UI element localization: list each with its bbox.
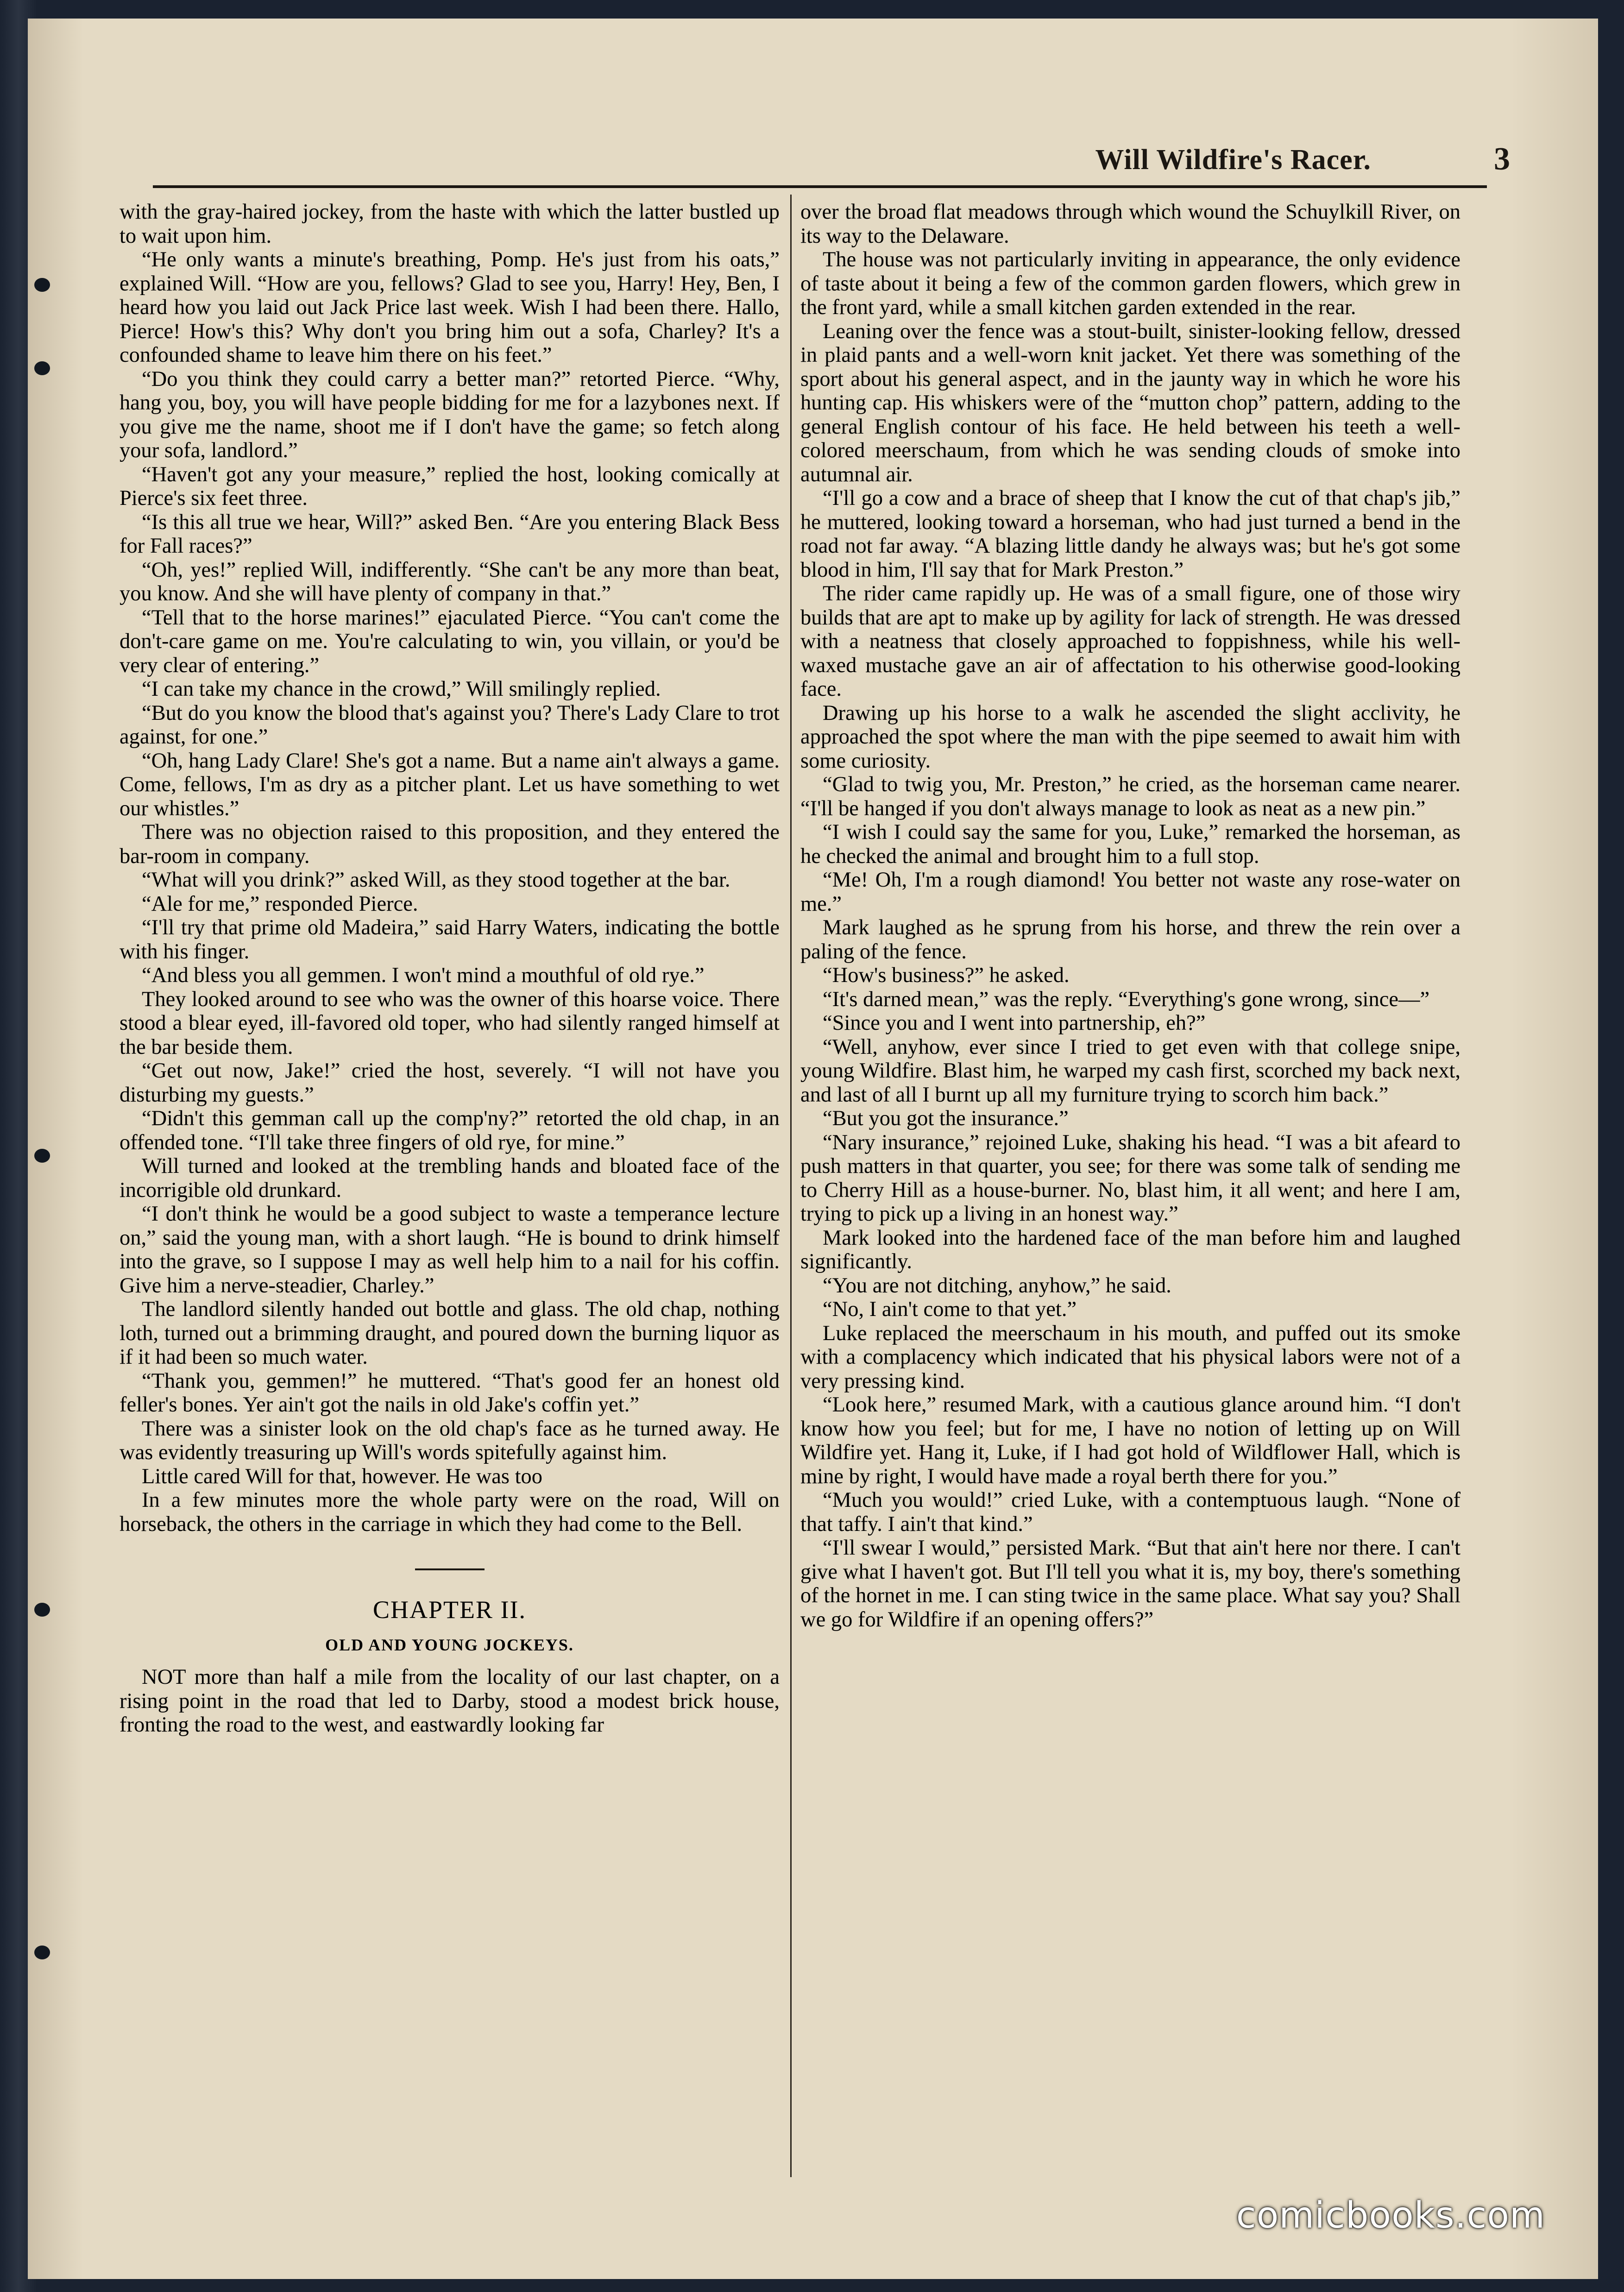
paragraph: The rider came rapidly up. He was of a small figure, one of those wiry builds that are apt to make up by agility for lack of strength. He was dressed with a neatness that closely approached to foppishness, while his well-waxed mustache gave an air of affectation to his otherwise good-looking face. — [800, 582, 1460, 701]
paragraph: “It's darned mean,” was the reply. “Everything's gone wrong, since—” — [823, 987, 1430, 1011]
paragraph: “I'll try that prime old Madeira,” said Harry Waters, indicating the bottle with his finger. — [120, 916, 780, 963]
paragraph: “No, I ain't come to that yet.” — [823, 1297, 1077, 1321]
paragraph: “But do you know the blood that's against you? There's Lady Clare to trot against, for one.” — [120, 701, 780, 749]
paragraph: “And bless you all gemmen. I won't mind a mouthful of old rye.” — [142, 963, 705, 987]
paragraph: “Get out now, Jake!” cried the host, severely. “I will not have you disturbing my guests.” — [120, 1059, 780, 1107]
paragraph: “How's business?” he asked. — [823, 963, 1070, 987]
right-column — [800, 200, 1460, 2169]
header-rule — [153, 185, 1487, 188]
paragraph: “I don't think he would be a good subject to waste a temperance lecture on,” said the young man, with a short laugh. “He is bound to drink himself into the grave, so I suppose I may as well help him to a nail for his coffin. Give him a nerve-steadier, Charley.” — [120, 1202, 780, 1297]
paragraph: “Nary insurance,” rejoined Luke, shaking his head. “I was a bit afeard to push matters in that quarter, you see; for there was some talk of sending me to Cherry Hill as a house-burner. No, blast him, it all went; and here I am, trying to pick up a living in an honest way.” — [800, 1130, 1460, 1226]
paragraph: “Oh, hang Lady Clare! She's got a name. But a name ain't always a game. Come, fellows, I'm as dry as a pitcher plant. Let us have something to wet our whistles.” — [120, 749, 780, 820]
paragraph: Leaning over the fence was a stout-built, sinister-looking fellow, dressed in plaid pants and a well-worn knit jacket. Yet there was something of the sport about his general aspect, and in the jaunty way in which he wore his hunting cap. His whiskers were of the “mutton chop” pattern, adding to the general English contour of his face. He held between his teeth a well-colored meerschaum, from which he was sending clouds of smoke into autumnal air. — [800, 319, 1460, 486]
paragraph: “Me! Oh, I'm a rough diamond! You better not waste any rose-water on me.” — [800, 868, 1460, 916]
paragraph: “What will you drink?” asked Will, as they stood together at the bar. — [142, 868, 730, 892]
page-number: 3 — [1494, 141, 1510, 177]
paragraph: “Look here,” resumed Mark, with a cautious glance around him. “I don't know how you feel; but for me, I have no notion of letting up on Will Wildfire yet. Hang it, Luke, if I had got hold of Wildflower Hall, which is mine by right, I would have made a royal berth there for you.” — [800, 1393, 1460, 1488]
chapter-rule — [415, 1568, 485, 1570]
paragraph: Little cared Will for that, however. He was too — [142, 1464, 542, 1488]
paragraph: The house was not particularly inviting in appearance, the only evidence of taste about it being a few of the common garden flowers, which grew in the front yard, while a small kitchen garden extended in the rear. — [800, 248, 1460, 319]
chapter-heading: CHAPTER II. — [373, 1596, 526, 1624]
paragraph: Luke replaced the meerschaum in his mouth, and puffed out its smoke with a complacency which indicated that his physical labors were not of a very pressing kind. — [800, 1321, 1460, 1393]
paragraph: “He only wants a minute's breathing, Pomp. He's just from his oats,” explained Will. “How are you, fellows? Glad to see you, Harry! Hey, Ben, I heard how you laid out Jack Price last week. Wish I had been there. Hallo, Pierce! How's this? Why don't you bring him out a sofa, Charley? It's a confounded shame to leave him there on his feet.” — [120, 248, 780, 367]
chapter-subtitle: OLD AND YOUNG JOCKEYS. — [325, 1635, 574, 1654]
paragraph: over the broad flat meadows through which wound the Schuylkill River, on its way to the Delaware. — [800, 200, 1460, 248]
paragraph: Will turned and looked at the trembling hands and bloated face of the incorrigible old drunkard. — [120, 1154, 780, 1202]
paragraph: with the gray-haired jockey, from the haste with which the latter bustled up to wait upon him. — [120, 200, 780, 248]
paragraph: Mark looked into the hardened face of the man before him and laughed significantly. — [800, 1226, 1460, 1273]
paragraph: In a few minutes more the whole party were on the road, Will on horseback, the others in the carriage in which they had come to the Bell. — [120, 1488, 780, 1536]
paragraph: The landlord silently handed out bottle and glass. The old chap, nothing loth, turned out a brimming draught, and poured down the burning liquor as if it had been so much water. — [120, 1297, 780, 1369]
paragraph: “I can take my chance in the crowd,” Will smilingly replied. — [142, 677, 661, 701]
paragraph: “You are not ditching, anyhow,” he said. — [823, 1273, 1171, 1297]
paragraph: “Glad to twig you, Mr. Preston,” he cried, as the horseman came nearer. “I'll be hanged if you don't always manage to look as neat as a new pin.” — [800, 773, 1460, 820]
paragraph: “Much you would!” cried Luke, with a contemptuous laugh. “None of that taffy. I ain't that kind.” — [800, 1488, 1460, 1536]
paragraph: There was a sinister look on the old chap's face as he turned away. He was evidently treasuring up Will's words spitefully against him. — [120, 1417, 780, 1464]
paragraph: “Tell that to the horse marines!” ejaculated Pierce. “You can't come the don't-care game on me. You're calculating to win, you villain, or you'd be very clear of entering.” — [120, 605, 780, 677]
paragraph: “Oh, yes!” replied Will, indifferently. “She can't be any more than beat, you know. And she will have plenty of company in that.” — [120, 558, 780, 605]
paragraph: “Thank you, gemmen!” he muttered. “That's good fer an honest old feller's bones. Yer ain't got the nails in old Jake's coffin yet.” — [120, 1369, 780, 1417]
paragraph: Drawing up his horse to a walk he ascended the slight acclivity, he approached the spot where the man with the pipe seemed to await him with some curiosity. — [800, 701, 1460, 773]
paragraph: Mark laughed as he sprung from his horse, and threw the rein over a paling of the fence. — [800, 916, 1460, 963]
paragraph: There was no objection raised to this proposition, and they entered the bar-room in company. — [120, 820, 780, 868]
paragraph: “Do you think they could carry a better man?” retorted Pierce. “Why, hang you, boy, you will have people bidding for me for a lazybones next. If you give me the name, shoot me if I don't have the game; so fetch along your sofa, landlord.” — [120, 367, 780, 462]
paragraph: “But you got the insurance.” — [823, 1107, 1069, 1130]
paragraph: “Ale for me,” responded Pierce. — [142, 892, 418, 916]
paragraph: They looked around to see who was the owner of this hoarse voice. There stood a blear eyed, ill-favored old toper, who had silently ranged himself at the bar beside them. — [120, 987, 780, 1059]
paragraph: “I'll go a cow and a brace of sheep that I know the cut of that chap's jib,” he muttered, looking toward a horseman, who had just turned a bend in the road not far away. “A blazing little dandy he always was; but he's got some blood in him, I'll say that for Mark Preston.” — [800, 486, 1460, 582]
paragraph: “Well, anyhow, ever since I tried to get even with that college snipe, young Wildfire. Blast him, he warped my cash first, scorched my back next, and last of all I burnt up all my furniture trying to scorch him back.” — [800, 1035, 1460, 1107]
paragraph: “Since you and I went into partnership, eh?” — [823, 1011, 1206, 1035]
paragraph: “I'll swear I would,” persisted Mark. “But that ain't here nor there. I can't give what I haven't got. But I'll tell you what it is, my boy, there's something of the hornet in me. I can sting twice in the same place. What say you? Shall we go for Wildfire if an opening offers?” — [800, 1536, 1460, 1631]
left-column — [120, 200, 780, 2169]
paragraph: “I wish I could say the same for you, Luke,” remarked the horseman, as he checked the animal and brought him to a full stop. — [800, 820, 1460, 868]
paragraph: “Didn't this gemman call up the comp'ny?” retorted the old chap, in an offended tone. “I'll take three fingers of old rye, for mine.” — [120, 1107, 780, 1154]
column-divider — [790, 195, 792, 2177]
paragraph: “Haven't got any your measure,” replied the host, looking comically at Pierce's six feet three. — [120, 462, 780, 510]
watermark-logo: comicbooks.com — [1236, 2195, 1545, 2236]
paragraph: “Is this all true we hear, Will?” asked Ben. “Are you entering Black Bess for Fall races?” — [120, 510, 780, 558]
running-title: Will Wildfire's Racer. — [1095, 144, 1371, 176]
page-header — [28, 134, 1510, 185]
chapter-opening-paragraph: NOT more than half a mile from the locality of our last chapter, on a rising point in the road that led to Darby, stood a modest brick house, fronting the road to the west, and eastwardly looking far — [120, 1665, 780, 1737]
